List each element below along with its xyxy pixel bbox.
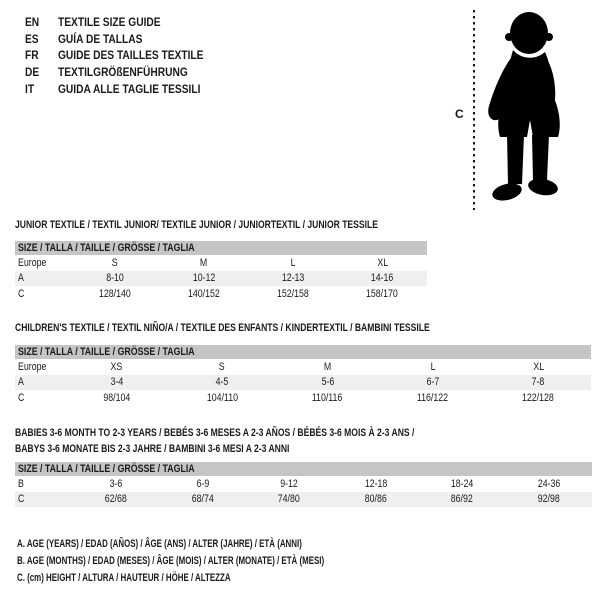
size-cell: 18-24 [450, 477, 474, 490]
size-cell: 128/140 [98, 287, 131, 300]
language-code: FR [25, 48, 39, 63]
table-row [15, 390, 591, 406]
size-cell: 3-4 [110, 376, 124, 389]
size-cell: S [219, 360, 226, 373]
size-cell: 158/170 [366, 287, 399, 300]
table-row [15, 271, 427, 287]
language-row [25, 47, 229, 64]
size-cell: 14-16 [371, 272, 394, 285]
size-cell: 98/104 [103, 391, 131, 404]
table-row [15, 476, 592, 492]
size-cell: 140/152 [187, 287, 220, 300]
legend [17, 536, 444, 587]
size-cell: XL [376, 256, 388, 269]
table-row [15, 359, 591, 375]
size-cell: 6-9 [196, 477, 210, 490]
row-label-cell: A [18, 376, 24, 389]
row-label-cell: A [18, 272, 24, 285]
language-row [25, 14, 229, 31]
size-cell: 92/98 [537, 493, 560, 506]
size-cell: XS [110, 360, 123, 373]
size-cell: 116/122 [417, 391, 449, 404]
size-cell: 24-36 [537, 477, 560, 490]
language-code: DE [25, 65, 40, 80]
size-cell: 152/158 [277, 287, 310, 300]
size-cell: 110/116 [312, 391, 343, 404]
size-table-junior [15, 241, 427, 302]
size-cell: 7-8 [531, 376, 545, 389]
size-cell: 6-7 [426, 376, 440, 389]
size-cell: M [323, 360, 332, 373]
language-row [25, 31, 229, 48]
size-cell: 8-10 [105, 272, 124, 285]
language-guide [25, 14, 229, 97]
row-label-cell: B [18, 477, 24, 490]
size-cell: 12-13 [281, 272, 305, 285]
size-cell: XL [532, 360, 544, 373]
row-label-cell: C [18, 493, 25, 506]
height-label: C [455, 107, 464, 121]
table-row [15, 255, 427, 271]
size-cell: 3-6 [109, 477, 123, 490]
language-row [25, 80, 229, 97]
table-row [15, 286, 427, 302]
table-title: CHILDREN'S TEXTILE / TEXTIL NIÑO/A / TEXTILE DES ENFANTS / KINDERTEXTIL / BAMBINI TESSILE [15, 322, 430, 334]
size-cell: 4-5 [215, 376, 229, 389]
size-table-babies [15, 462, 592, 507]
size-cell: 122/128 [522, 391, 555, 404]
row-label-cell: C [18, 287, 25, 300]
size-cell: M [200, 256, 208, 269]
table-header-bar: SIZE / TALLA / TAILLE / GRÖSSE / TAGLIA [15, 241, 427, 255]
size-cell: 9-12 [280, 477, 299, 490]
row-label-cell: Europe [18, 256, 47, 269]
size-cell: 74/80 [278, 493, 301, 506]
table-row [15, 492, 592, 508]
language-label: GUIDE DES TAILLES TEXTILE [58, 48, 204, 63]
size-cell: 12-18 [364, 477, 387, 490]
size-cell: 80/86 [364, 493, 387, 506]
table-title: BABIES 3-6 MONTH TO 2-3 YEARS / BEBÉS 3-6 MESES A 2-3 AÑOS / BÉBÉS 3-6 MOIS À 2-3 ANS / BABYS 3-6 MONATE BIS 2-3 JAHRE / BAMBINI 3-6 MESI A 2-3 ANNI [15, 427, 415, 455]
size-cell: 62/68 [105, 493, 128, 506]
size-table-children [15, 345, 591, 406]
size-cell: 104/110 [206, 391, 238, 404]
legend-line: C. (cm) HEIGHT / ALTURA / HAUTEUR / HÖHE / ALTEZZA [17, 572, 231, 584]
table-header-bar: SIZE / TALLA / TAILLE / GRÖSSE / TAGLIA [15, 462, 592, 476]
table-row [15, 375, 591, 391]
language-label: GUÍA DE TALLAS [58, 31, 143, 46]
size-cell: S [111, 256, 118, 269]
language-label: TEXTILGRÖßENFÜHRUNG [58, 65, 188, 80]
language-label: GUIDA ALLE TAGLIE TESSILI [58, 81, 201, 96]
size-cell: L [430, 360, 436, 373]
size-cell: L [290, 256, 296, 269]
size-cell: 5-6 [321, 376, 334, 389]
language-code: IT [25, 81, 35, 96]
language-code: EN [25, 15, 40, 30]
table-title: JUNIOR TEXTILE / TEXTIL JUNIOR/ TEXTILE JUNIOR / JUNIORTEXTIL / JUNIOR TESSILE [15, 219, 378, 231]
size-cell: 68/74 [191, 493, 214, 506]
language-label: TEXTILE SIZE GUIDE [58, 15, 161, 30]
size-cell: 86/92 [451, 493, 474, 506]
row-label-cell: C [18, 391, 25, 404]
language-row [25, 64, 229, 81]
baby-silhouette [480, 8, 568, 208]
row-label-cell: Europe [18, 360, 47, 373]
language-code: ES [25, 31, 39, 46]
table-header-bar: SIZE / TALLA / TAILLE / GRÖSSE / TAGLIA [15, 345, 591, 359]
height-dashed-line [471, 8, 477, 210]
size-cell: 10-12 [192, 272, 216, 285]
legend-line: A. AGE (YEARS) / EDAD (AÑOS) / ÂGE (ANS) / ALTER (JAHRE) / ETÀ (ANNI) [17, 538, 302, 550]
legend-line: B. AGE (MONTHS) / EDAD (MESES) / ÂGE (MOIS) / ALTER (MONATE) / ETÀ (MESI) [17, 555, 325, 567]
